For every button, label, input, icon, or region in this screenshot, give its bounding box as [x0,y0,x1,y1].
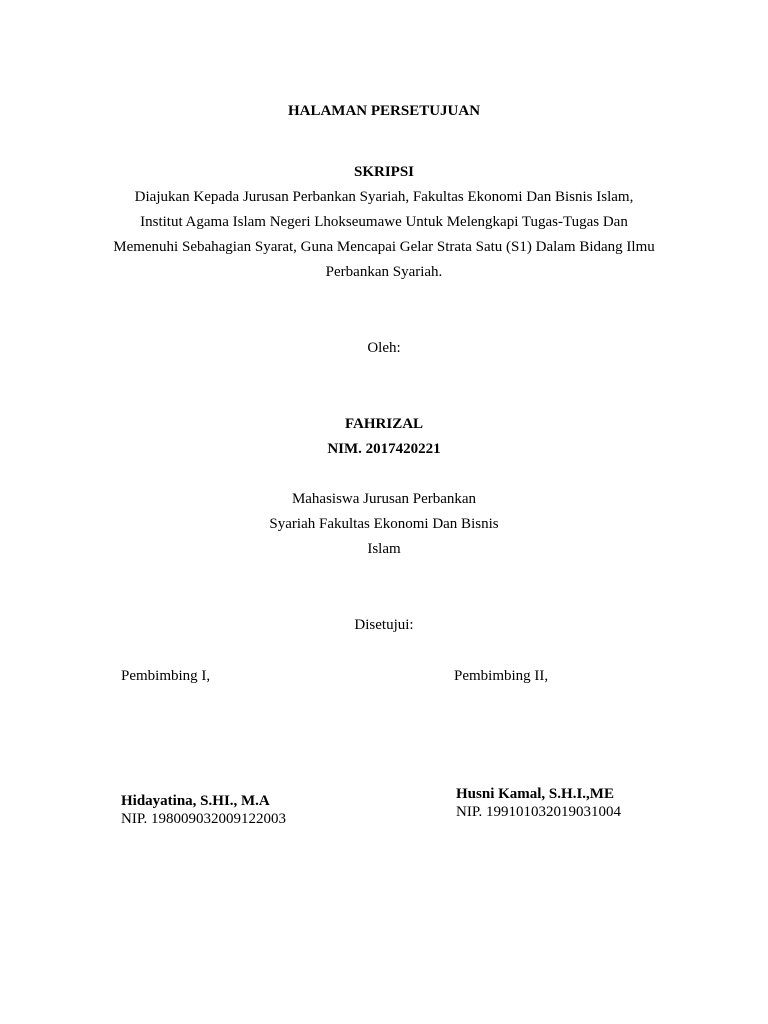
supervisor-2-nip: NIP. 199101032019031004 [456,804,622,820]
supervisor-1-nip: NIP. 198009032009122003 [121,811,287,827]
supervisor-1-role: Pembimbing I, [121,668,211,684]
supervisor-2-name: Husni Kamal, S.H.I.,ME [456,786,614,802]
affiliation-line: Syariah Fakultas Ekonomi Dan Bisnis [269,516,499,532]
purpose-line: Perbankan Syariah. [325,264,443,280]
supervisor-2-role: Pembimbing II, [454,668,549,684]
student-nim: NIM. 2017420221 [327,441,441,457]
page-title: HALAMAN PERSETUJUAN [287,103,481,119]
approved-label: Disetujui: [354,617,414,633]
by-label: Oleh: [367,340,401,356]
purpose-line: Memenuhi Sebahagian Syarat, Guna Mencapai Gelar Strata Satu (S1) Dalam Bidang Ilmu [113,239,655,255]
document-type: SKRIPSI [353,164,415,180]
purpose-line: Diajukan Kepada Jurusan Perbankan Syariah, Fakultas Ekonomi Dan Bisnis Islam, [134,189,634,205]
purpose-line: Institut Agama Islam Negeri Lhokseumawe Untuk Melengkapi Tugas-Tugas Dan [140,214,628,230]
affiliation-line: Mahasiswa Jurusan Perbankan [291,491,477,507]
student-name: FAHRIZAL [344,416,424,432]
affiliation-line: Islam [367,541,401,557]
supervisor-1-name: Hidayatina, S.HI., M.A [121,793,270,809]
